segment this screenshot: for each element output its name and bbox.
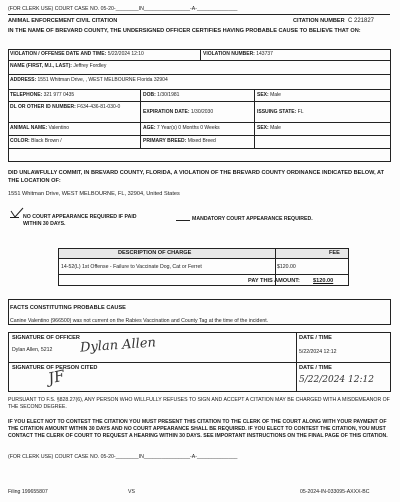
violation-number-cell: VIOLATION NUMBER: 143737 (201, 49, 391, 61)
facts-text: Canine Valentino (966500) was not current on the Rabies Vaccination and County Tag at the time of the incident. (10, 318, 269, 324)
charge-fee: $120.00 (277, 264, 296, 270)
no-court-label: NO COURT APPEARANCE REQUIRED IF PAID WITHIN 30 DAYS. (23, 214, 137, 227)
preamble: IN THE NAME OF BREVARD COUNTY, THE UNDERSIGNED OFFICER CERTIFIES HAVING PROBABLE CAUSE TO BELIEVE THAT ON: (8, 28, 361, 34)
desc-header: DESCRIPTION OF CHARGE (118, 250, 192, 256)
charges-row-rule (58, 274, 349, 275)
footer-case-number: 05-2024-IN-033095-AXXX-BC (300, 489, 370, 495)
age-cell: AGE: 7 Year(s) 0 Months 0 Weeks (141, 123, 255, 136)
person-signature: JF (46, 366, 67, 388)
expiration-cell: EXPIRATION DATE: 1/30/2030 (141, 102, 255, 123)
dl-cell: DL OR OTHER ID NUMBER: F634-436-81-030-0 (8, 102, 141, 123)
pay-label: PAY THIS AMOUNT: (248, 278, 300, 284)
unlawful-statement: DID UNLAWFULLY COMMIT, IN BREVARD COUNTY, FLORIDA, A VIOLATION OF THE BREVARD COUNTY ORDINANCE INDICATED BELOW, AT THE LOCATION OF: (8, 170, 385, 184)
footer-vs: VS (128, 489, 135, 495)
filing-number: Filing 199655807 (8, 489, 48, 495)
citation-number-label: CITATION NUMBER (293, 18, 345, 24)
blank-cell (255, 136, 391, 149)
officer-name: Dylan Allen, 5212 (12, 347, 53, 353)
issuing-state-cell: ISSUING STATE: FL (255, 102, 391, 123)
sex-cell: SEX: Male (255, 90, 391, 102)
person-date: 5/22/2024 12:12 (299, 375, 374, 385)
person-date-label: DATE / TIME (299, 365, 332, 371)
mandatory-court-label: MANDATORY COURT APPEARANCE REQUIRED. (192, 216, 313, 222)
name-cell: NAME (FIRST, M.I., LAST): Jeffrey Fordley (8, 61, 391, 75)
clerk-case-line-bottom: (FOR CLERK USE) COURT CASE NO. 05-20-________IN________________-A-______________ (8, 454, 238, 460)
pay-amount: $120.00 (313, 278, 334, 284)
breed-cell: PRIMARY BREED: Mixed Breed (141, 136, 255, 149)
animal-name-cell: ANIMAL NAME: Valentino (8, 123, 141, 136)
signature-row-rule (8, 362, 391, 363)
officer-date: 5/22/2024 12:12 (299, 349, 337, 355)
facts-header: FACTS CONSTITUTING PROBABLE CAUSE (10, 305, 126, 311)
instructions-text: IF YOU ELECT NOT TO CONTEST THE CITATION YOU MUST PRESENT THIS CITATION TO THE CLERK OF THE COURT ALONG WITH YOUR PAYMENT OF THE CITATION AMOUNT WITHIN 30 DAYS AND NO COURT APPEARANCE SHALL BE REQUIRED. IF YOU ELECT TO CONTEST THE CITATION, YOU MUST CONTACT THE CLERK OF COURT TO REQUEST A HEARING WITHIN 30 DAYS. SEE IMPORTANT INSTRUCTIONS ON THE FINAL PAGE OF THIS CITATION. (8, 419, 388, 439)
fee-header: FEE (329, 250, 340, 256)
check-mark-icon (10, 207, 24, 219)
pursuant-text: PURSUANT TO F.S. §828.27(6), ANY PERSON WHO WILLFULLY REFUSES TO SIGN AND ACCEPT A CITATION MAY BE CHARGED WITH A MISDEMEANOR OF THE SECOND DEGREE. (8, 397, 390, 410)
dob-cell: DOB: 1/30/1981 (141, 90, 255, 102)
officer-date-label: DATE / TIME (299, 335, 332, 341)
charges-header-row (58, 248, 349, 259)
address-cell: ADDRESS: 1551 Whitman Drive, , WEST MELBOURNE Florida 32904 (8, 75, 391, 90)
clerk-case-line: (FOR CLERK USE) COURT CASE NO. 05-20-________IN________________-A-______________ (8, 6, 238, 12)
telephone-cell: TELEPHONE: 321 977 0435 (8, 90, 141, 102)
animal-sex-cell: SEX: Male (255, 123, 391, 136)
header-rule (8, 14, 390, 15)
mandatory-court-checkbox[interactable] (176, 216, 190, 221)
person-sig-label: SIGNATURE OF PERSON CITED (12, 365, 98, 371)
officer-sig-label: SIGNATURE OF OFFICER (12, 335, 80, 341)
violation-date-cell: VIOLATION / OFFENSE DATE AND TIME: 5/22/2024 12:10 (8, 49, 201, 61)
violation-location: 1551 Whitman Drive, WEST MELBOURNE, FL, 32904, United States (8, 191, 180, 197)
citation-number: C 221827 (348, 17, 375, 24)
officer-signature: Dylan Allen (79, 335, 157, 356)
citation-title: ANIMAL ENFORCEMENT CIVIL CITATION (8, 18, 118, 24)
color-cell: COLOR: Black Brown / (8, 136, 141, 149)
charge-description: 14-52(L) 1st Offense - Failure to Vaccinate Dog, Cat or Ferret (61, 264, 202, 270)
